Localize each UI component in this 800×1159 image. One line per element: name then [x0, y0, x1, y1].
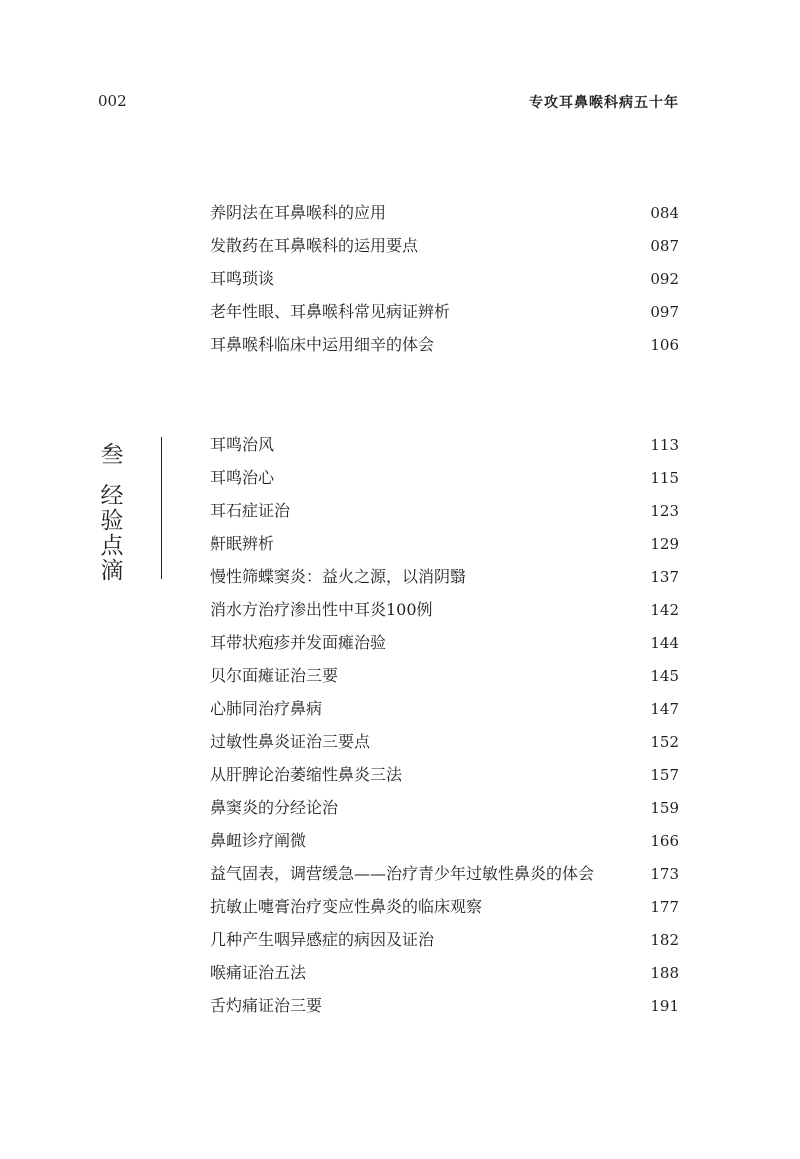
toc-entry-page: 159	[650, 799, 679, 817]
toc-entry-title: 过敏性鼻炎证治三要点	[210, 732, 371, 751]
toc-entry-page: 113	[650, 436, 679, 454]
toc-entry[interactable]	[210, 301, 679, 323]
toc-entry-title: 耳鸣治风	[210, 435, 275, 454]
toc-entry[interactable]	[210, 202, 679, 224]
toc-entry[interactable]	[210, 797, 679, 819]
toc-entry[interactable]	[210, 434, 679, 456]
toc-entry-page: 145	[650, 667, 679, 685]
toc-entry-title: 发散药在耳鼻喉科的运用要点	[210, 236, 419, 255]
toc-entry[interactable]	[210, 863, 679, 885]
toc-entry-title: 益气固表，调营缓急——治疗青少年过敏性鼻炎的体会	[210, 864, 595, 883]
toc-entry-title: 耳鸣琐谈	[210, 269, 275, 288]
toc-entry-page: 166	[650, 832, 679, 850]
toc-entry-title: 鼻窦炎的分经论治	[210, 798, 339, 817]
toc-entry-page: 123	[650, 502, 679, 520]
toc-entry-page: 144	[650, 634, 679, 652]
toc-entry-title: 鼾眠辨析	[210, 534, 275, 553]
part-title: 经验点滴	[100, 483, 124, 584]
toc-entry-page: 097	[650, 303, 679, 321]
part-number: 叁	[100, 442, 124, 468]
toc-entry[interactable]	[210, 764, 679, 786]
toc-entry[interactable]	[210, 632, 679, 654]
toc-entry-page: 106	[650, 336, 679, 354]
toc-entry-title: 几种产生咽异感症的病因及证治	[210, 930, 435, 949]
running-head: 专攻耳鼻喉科病五十年	[529, 95, 679, 111]
toc-entry[interactable]	[210, 929, 679, 951]
toc-entry-page: 084	[650, 204, 679, 222]
toc-entry[interactable]	[210, 500, 679, 522]
toc-entry-title: 鼻衄诊疗阐微	[210, 831, 307, 850]
toc-entry-title: 抗敏止嚏膏治疗变应性鼻炎的临床观察	[210, 897, 483, 916]
toc-entry-title: 慢性筛蝶窦炎：益火之源，以消阴翳	[210, 567, 467, 586]
toc-entry[interactable]	[210, 268, 679, 290]
toc-entry[interactable]	[210, 566, 679, 588]
toc-entry[interactable]	[210, 731, 679, 753]
toc-entry-title: 耳带状疱疹并发面瘫治验	[210, 633, 387, 652]
toc-entry-page: 157	[650, 766, 679, 784]
toc-entry-page: 173	[650, 865, 679, 883]
toc-entry-page: 129	[650, 535, 679, 553]
toc-entry-title: 耳鼻喉科临床中运用细辛的体会	[210, 335, 435, 354]
toc-entry[interactable]	[210, 830, 679, 852]
toc-entry-page: 142	[650, 601, 679, 619]
toc-entry[interactable]	[210, 896, 679, 918]
toc-entry-page: 137	[650, 568, 679, 586]
toc-entry[interactable]	[210, 467, 679, 489]
toc-entry-title: 耳鸣治心	[210, 468, 275, 487]
toc-entry-title: 舌灼痛证治三要	[210, 996, 323, 1015]
toc-entry-page: 177	[650, 898, 679, 916]
toc-entry[interactable]	[210, 962, 679, 984]
toc-entry[interactable]	[210, 698, 679, 720]
toc-entry-title: 耳石症证治	[210, 501, 291, 520]
toc-entry-page: 152	[650, 733, 679, 751]
toc-entry-page: 182	[650, 931, 679, 949]
toc-entry-title: 心肺同治疗鼻病	[210, 699, 323, 718]
toc-entry-title: 喉痛证治五法	[210, 963, 307, 982]
toc-entry[interactable]	[210, 533, 679, 555]
toc-entry[interactable]	[210, 599, 679, 621]
toc-entry-title: 贝尔面瘫证治三要	[210, 666, 339, 685]
toc-entry[interactable]	[210, 334, 679, 356]
toc-entry-page: 147	[650, 700, 679, 718]
toc-entry-title: 从肝脾论治萎缩性鼻炎三法	[210, 765, 403, 784]
toc-entry-title: 消水方治疗渗出性中耳炎100例	[210, 600, 433, 619]
toc-entry-page: 188	[650, 964, 679, 982]
toc-entry[interactable]	[210, 995, 679, 1017]
toc-entry-title: 养阴法在耳鼻喉科的应用	[210, 203, 387, 222]
toc-entry-page: 092	[650, 270, 679, 288]
toc-entry[interactable]	[210, 235, 679, 257]
part-divider	[161, 437, 162, 579]
toc-entry-page: 087	[650, 237, 679, 255]
page-number: 002	[98, 92, 127, 110]
toc-entry[interactable]	[210, 665, 679, 687]
toc-entry-title: 老年性眼、耳鼻喉科常见病证辨析	[210, 302, 451, 321]
toc-entry-page: 191	[650, 997, 679, 1015]
toc-entry-page: 115	[650, 469, 679, 487]
